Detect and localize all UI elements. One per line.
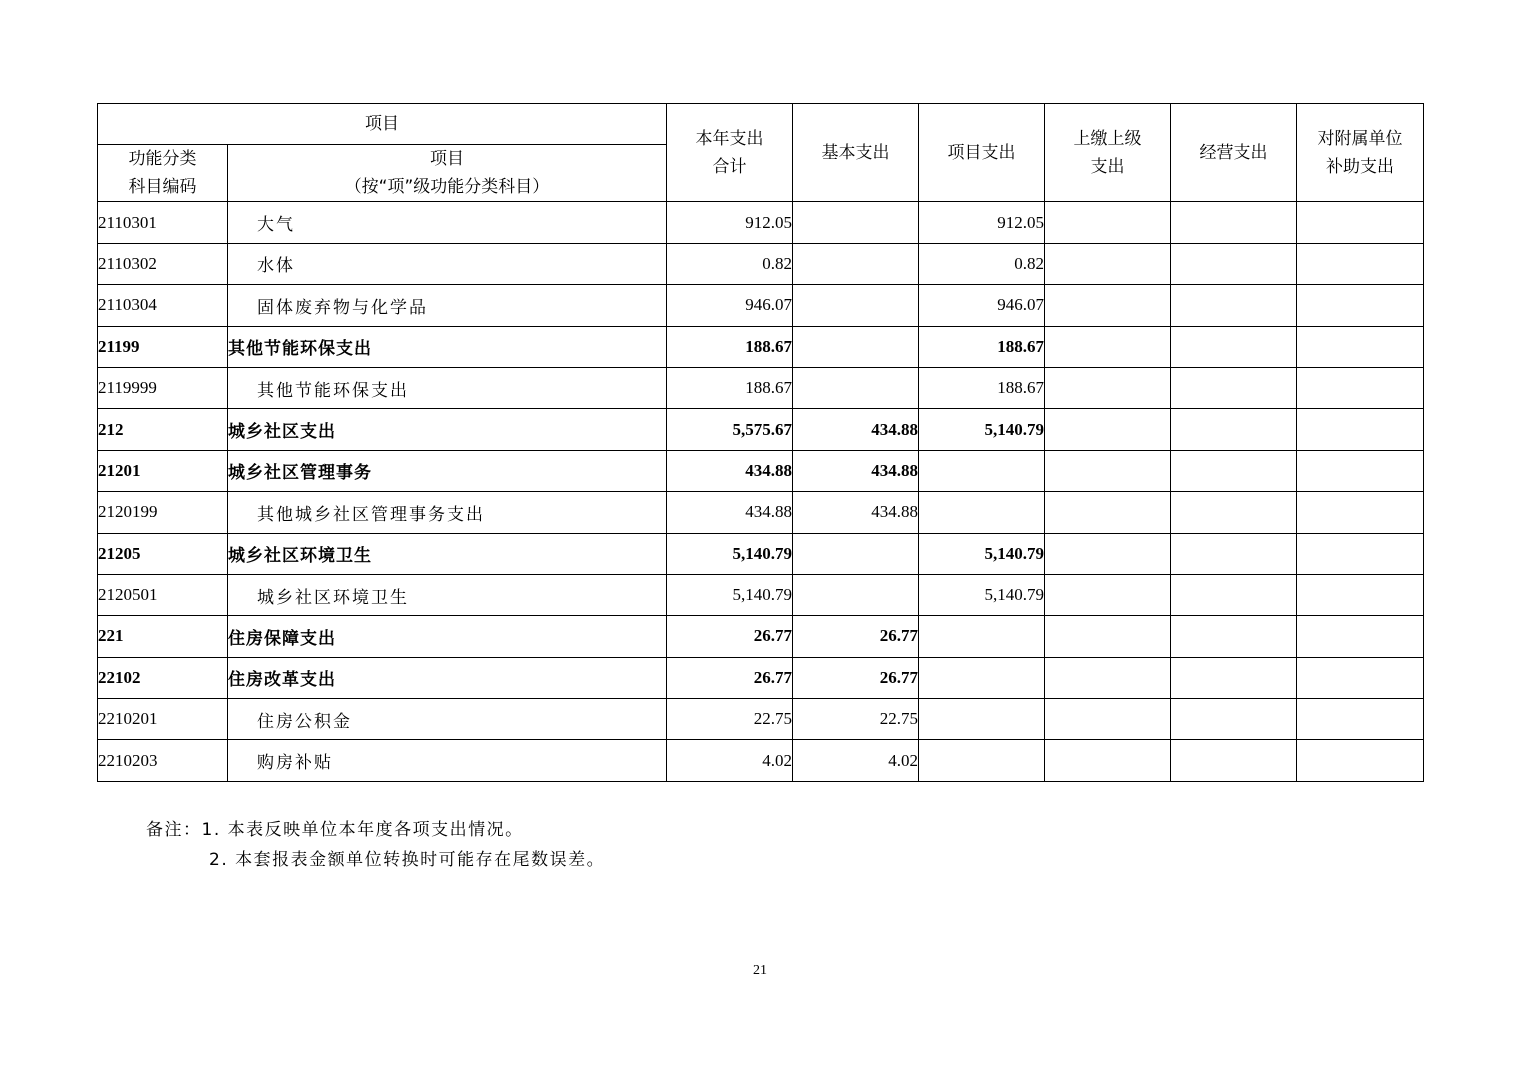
cell-total: 434.88 <box>667 450 793 491</box>
cell-upper <box>1045 657 1171 698</box>
cell-business <box>1171 326 1297 367</box>
cell-upper <box>1045 326 1171 367</box>
header-upper-line2: 支出 <box>1090 156 1125 177</box>
header-code-line2: 科目编码 <box>128 177 197 198</box>
cell-basic: 4.02 <box>793 740 919 781</box>
page-number: 21 <box>753 963 767 978</box>
cell-subsidiary <box>1297 326 1424 367</box>
cell-upper <box>1045 740 1171 781</box>
cell-project <box>919 492 1045 533</box>
cell-total: 912.05 <box>667 202 793 243</box>
table-row-subtotal <box>98 533 1424 574</box>
cell-project: 5,140.79 <box>919 533 1045 574</box>
cell-project: 5,140.79 <box>919 409 1045 450</box>
cell-upper <box>1045 450 1171 491</box>
table-row <box>98 699 1424 740</box>
table-row <box>98 492 1424 533</box>
cell-code: 2120501 <box>98 574 228 615</box>
cell-name: 水体 <box>228 243 667 284</box>
cell-code: 212 <box>98 409 228 450</box>
cell-name: 其他节能环保支出 <box>228 326 667 367</box>
cell-upper <box>1045 409 1171 450</box>
cell-basic: 22.75 <box>793 699 919 740</box>
cell-project: 188.67 <box>919 326 1045 367</box>
table-row <box>98 285 1424 326</box>
cell-business <box>1171 533 1297 574</box>
cell-project: 912.05 <box>919 202 1045 243</box>
table-row-subtotal <box>98 616 1424 657</box>
cell-business <box>1171 367 1297 408</box>
cell-code: 2110302 <box>98 243 228 284</box>
cell-basic <box>793 574 919 615</box>
header-subsidiary-line2: 补助支出 <box>1326 156 1394 177</box>
cell-business <box>1171 740 1297 781</box>
cell-code: 2110304 <box>98 285 228 326</box>
cell-basic: 434.88 <box>793 492 919 533</box>
cell-project <box>919 657 1045 698</box>
cell-total: 0.82 <box>667 243 793 284</box>
cell-total: 188.67 <box>667 326 793 367</box>
cell-project <box>919 740 1045 781</box>
cell-business <box>1171 657 1297 698</box>
cell-total: 434.88 <box>667 492 793 533</box>
cell-subsidiary <box>1297 574 1424 615</box>
cell-total: 22.75 <box>667 699 793 740</box>
cell-basic: 434.88 <box>793 450 919 491</box>
cell-name: 其他城乡社区管理事务支出 <box>228 492 667 533</box>
cell-code: 221 <box>98 616 228 657</box>
cell-total: 5,140.79 <box>667 533 793 574</box>
cell-name: 大气 <box>228 202 667 243</box>
header-code-line1: 功能分类 <box>128 149 197 170</box>
header-total-line2: 合计 <box>712 156 747 177</box>
cell-name: 住房保障支出 <box>228 616 667 657</box>
cell-upper <box>1045 367 1171 408</box>
cell-code: 2119999 <box>98 367 228 408</box>
header-project: 项目支出 <box>919 104 1045 202</box>
header-upper <box>1045 104 1171 202</box>
cell-project: 188.67 <box>919 367 1045 408</box>
cell-project <box>919 616 1045 657</box>
cell-upper <box>1045 699 1171 740</box>
cell-business <box>1171 616 1297 657</box>
cell-upper <box>1045 285 1171 326</box>
table-row <box>98 740 1424 781</box>
cell-basic <box>793 533 919 574</box>
note-line-2: 2. 本套报表金额单位转换时可能存在尾数误差。 <box>209 850 606 870</box>
cell-basic: 26.77 <box>793 657 919 698</box>
cell-subsidiary <box>1297 657 1424 698</box>
cell-total: 26.77 <box>667 657 793 698</box>
cell-basic <box>793 285 919 326</box>
header-item-group: 项目 <box>98 104 667 145</box>
header-name <box>228 145 667 202</box>
cell-subsidiary <box>1297 450 1424 491</box>
cell-total: 26.77 <box>667 616 793 657</box>
cell-business <box>1171 699 1297 740</box>
table-row <box>98 574 1424 615</box>
cell-name: 城乡社区支出 <box>228 409 667 450</box>
cell-subsidiary <box>1297 409 1424 450</box>
header-upper-line1: 上缴上级 <box>1073 128 1142 149</box>
table-row <box>98 243 1424 284</box>
cell-upper <box>1045 492 1171 533</box>
cell-project <box>919 699 1045 740</box>
cell-code: 2120199 <box>98 492 228 533</box>
cell-subsidiary <box>1297 616 1424 657</box>
cell-name: 城乡社区环境卫生 <box>228 533 667 574</box>
cell-name: 城乡社区管理事务 <box>228 450 667 491</box>
cell-business <box>1171 574 1297 615</box>
table-row-subtotal <box>98 326 1424 367</box>
cell-name: 住房改革支出 <box>228 657 667 698</box>
cell-total: 946.07 <box>667 285 793 326</box>
cell-subsidiary <box>1297 533 1424 574</box>
cell-total: 5,140.79 <box>667 574 793 615</box>
cell-subsidiary <box>1297 699 1424 740</box>
table-body <box>98 202 1424 781</box>
cell-basic: 26.77 <box>793 616 919 657</box>
expenditure-table-container <box>97 103 1424 782</box>
header-total-line1: 本年支出 <box>695 128 764 149</box>
cell-code: 2210201 <box>98 699 228 740</box>
header-subsidiary <box>1297 104 1424 202</box>
cell-project: 0.82 <box>919 243 1045 284</box>
cell-code: 21205 <box>98 533 228 574</box>
cell-code: 2210203 <box>98 740 228 781</box>
cell-basic <box>793 326 919 367</box>
cell-upper <box>1045 533 1171 574</box>
cell-project <box>919 450 1045 491</box>
cell-project: 5,140.79 <box>919 574 1045 615</box>
header-name-line1: 项目 <box>430 149 464 170</box>
cell-upper <box>1045 202 1171 243</box>
cell-basic <box>793 202 919 243</box>
cell-total: 188.67 <box>667 367 793 408</box>
cell-subsidiary <box>1297 367 1424 408</box>
cell-code: 21201 <box>98 450 228 491</box>
cell-name: 其他节能环保支出 <box>228 367 667 408</box>
cell-total: 4.02 <box>667 740 793 781</box>
header-subsidiary-line1: 对附属单位 <box>1317 128 1403 149</box>
cell-basic <box>793 367 919 408</box>
table-row-subtotal <box>98 450 1424 491</box>
cell-subsidiary <box>1297 492 1424 533</box>
note-line-1: 备注：1. 本表反映单位本年度各项支出情况。 <box>146 820 524 840</box>
cell-code: 21199 <box>98 326 228 367</box>
cell-code: 22102 <box>98 657 228 698</box>
cell-upper <box>1045 243 1171 284</box>
header-code <box>98 145 228 202</box>
cell-business <box>1171 202 1297 243</box>
table-row <box>98 202 1424 243</box>
header-basic: 基本支出 <box>793 104 919 202</box>
cell-business <box>1171 492 1297 533</box>
header-total <box>667 104 793 202</box>
expenditure-table <box>97 103 1424 782</box>
table-header <box>98 104 1424 202</box>
cell-name: 购房补贴 <box>228 740 667 781</box>
cell-upper <box>1045 574 1171 615</box>
cell-project: 946.07 <box>919 285 1045 326</box>
cell-total: 5,575.67 <box>667 409 793 450</box>
table-row-subtotal <box>98 409 1424 450</box>
cell-subsidiary <box>1297 285 1424 326</box>
cell-business <box>1171 409 1297 450</box>
header-name-line2: （按“项”级功能分类科目） <box>344 177 550 198</box>
header-business: 经营支出 <box>1171 104 1297 202</box>
cell-code: 2110301 <box>98 202 228 243</box>
cell-basic <box>793 243 919 284</box>
table-row-subtotal <box>98 657 1424 698</box>
cell-subsidiary <box>1297 243 1424 284</box>
cell-subsidiary <box>1297 202 1424 243</box>
cell-name: 住房公积金 <box>228 699 667 740</box>
cell-name: 固体废弃物与化学品 <box>228 285 667 326</box>
cell-business <box>1171 243 1297 284</box>
table-row <box>98 367 1424 408</box>
cell-basic: 434.88 <box>793 409 919 450</box>
cell-subsidiary <box>1297 740 1424 781</box>
cell-business <box>1171 450 1297 491</box>
table-notes <box>146 815 605 875</box>
cell-business <box>1171 285 1297 326</box>
cell-upper <box>1045 616 1171 657</box>
cell-name: 城乡社区环境卫生 <box>228 574 667 615</box>
